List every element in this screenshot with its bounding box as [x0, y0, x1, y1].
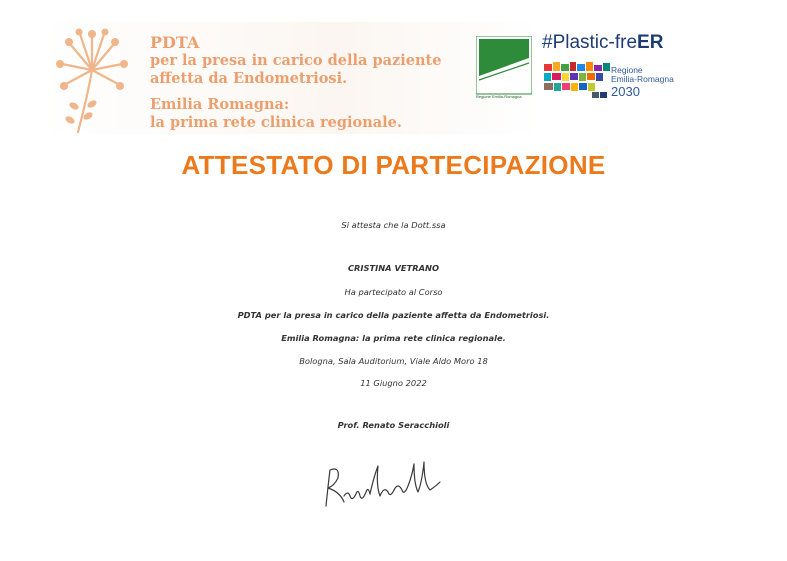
region-line-1: Emilia Romagna:: [150, 96, 290, 113]
plastic-free-title: [542, 32, 663, 54]
regione-logo-icon: [476, 36, 532, 102]
region-text-line-2: Emilia-Romagna: [611, 74, 674, 84]
course-title-line-1: PDTA per la presa in carico della paziente affetta da Endometriosi.: [237, 310, 550, 320]
flower-logo-icon: [52, 24, 132, 136]
region-line-2: la prima rete clinica regionale.: [150, 114, 402, 131]
location-text: Bologna, Sala Auditorium, Viale Aldo Moro 18: [299, 356, 488, 366]
pdta-title: PDTA: [150, 33, 200, 52]
plastic-suffix: ER: [637, 32, 664, 53]
attests-text: Si attesta che la Dott.ssa: [341, 220, 446, 230]
date-text: 11 Giugno 2022: [360, 378, 427, 388]
signature-icon: [318, 456, 448, 512]
regione-caption: Regione Emilia-Romagna: [476, 94, 522, 99]
region-year: 2030: [611, 84, 640, 99]
course-title-line-2: Emilia Romagna: la prima rete clinica regionale.: [281, 333, 506, 343]
participant-name: CRISTINA VETRANO: [347, 263, 440, 273]
plastic-prefix: #Plastic-fre: [542, 32, 638, 53]
region-text: [611, 66, 674, 84]
region-text-line-1: Regione: [611, 65, 643, 75]
participated-text: Ha partecipato al Corso: [344, 287, 443, 297]
pdta-line-1: per la presa in carico della paziente: [150, 52, 442, 69]
certificate-title: ATTESTATO DI PARTECIPAZIONE: [181, 150, 606, 180]
pdta-line-2: affetta da Endometriosi.: [150, 70, 348, 87]
signatory-name: Prof. Renato Seracchioli: [337, 420, 450, 430]
header-text: [150, 34, 441, 132]
mosaic-logo-icon: [542, 60, 612, 100]
